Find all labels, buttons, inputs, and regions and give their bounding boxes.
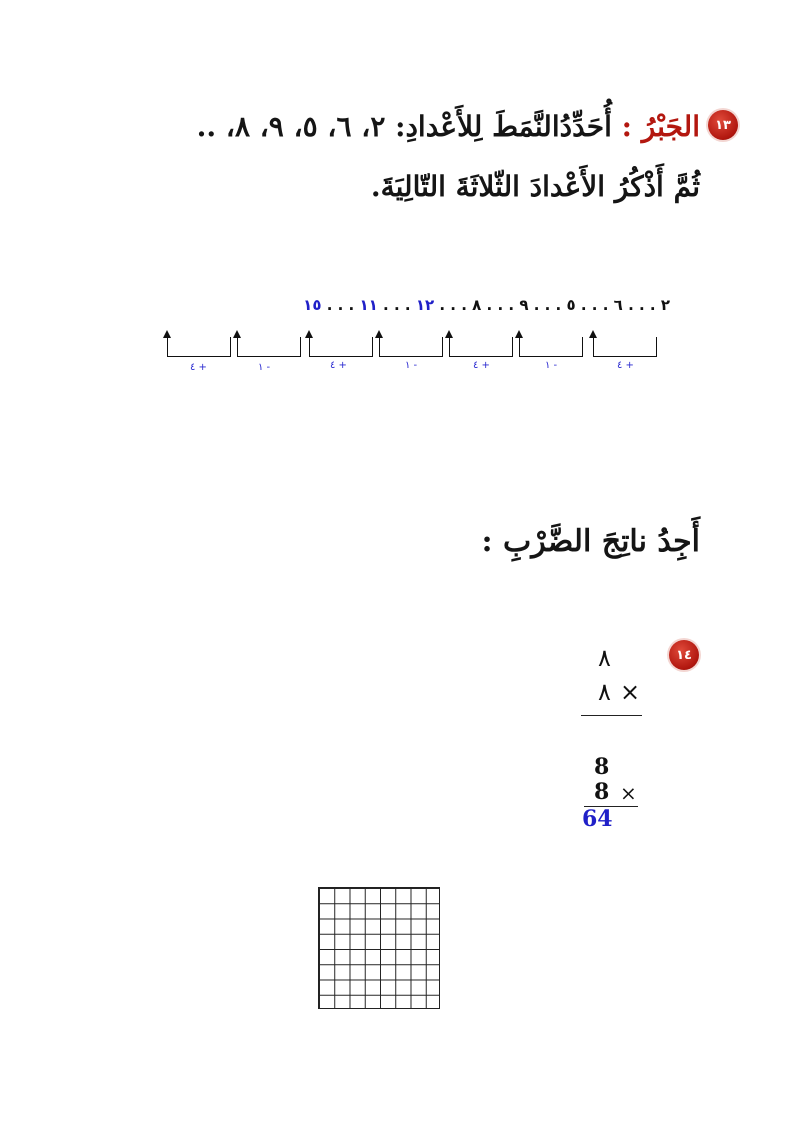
multiplicand-top: ٨ bbox=[598, 644, 611, 672]
section-heading: أَجِدُ ناتِجَ الضَّرْبِ : bbox=[481, 524, 700, 559]
step-bracket-2 bbox=[519, 337, 583, 357]
seq-term-3: ٥ bbox=[566, 296, 576, 314]
arrow-up-icon bbox=[163, 330, 171, 338]
seq-dots-6: . . . bbox=[383, 296, 411, 314]
topic-label: الجَبْرُ : bbox=[621, 110, 700, 143]
question-13-text-1: أُحَدِّدُالنَّمَطَ لِلأَعْدادِ: ٢، ٦، ٥، ٩، ٨، .. bbox=[196, 110, 612, 143]
seq-dots-4: . . . bbox=[486, 296, 515, 314]
work-answer: 64 bbox=[582, 806, 613, 832]
question-13-badge bbox=[708, 110, 738, 140]
step-label-1: + ٤ bbox=[617, 360, 634, 371]
work-top: 8 bbox=[594, 754, 610, 780]
arrow-up-icon bbox=[233, 330, 241, 338]
work-bottom: 8 bbox=[594, 779, 610, 805]
seq-answer-2: ١١ bbox=[359, 296, 378, 314]
seq-term-2: ٦ bbox=[613, 296, 623, 314]
arrow-up-icon bbox=[305, 330, 313, 338]
seq-dots-5: . . . bbox=[439, 296, 467, 314]
question-13-number: ١٣ bbox=[715, 117, 731, 133]
seq-dots-2: . . . bbox=[580, 296, 609, 314]
seq-term-1: ٢ bbox=[660, 296, 670, 314]
times-sign: × bbox=[620, 678, 641, 706]
product-line bbox=[581, 715, 642, 716]
question-14-badge bbox=[669, 640, 699, 670]
question-13-line-1 bbox=[197, 110, 700, 143]
arrow-up-icon bbox=[515, 330, 523, 338]
question-13-line-2 bbox=[371, 170, 700, 203]
sequence-row bbox=[303, 296, 670, 314]
step-label-4: - ١ bbox=[405, 360, 418, 371]
step-label-7: + ٤ bbox=[190, 362, 207, 373]
step-label-6: - ١ bbox=[258, 362, 271, 373]
step-bracket-6 bbox=[237, 337, 301, 357]
seq-answer-3: ١٥ bbox=[303, 296, 322, 314]
seq-dots-3: . . . bbox=[533, 296, 562, 314]
step-bracket-5 bbox=[309, 337, 373, 357]
seq-term-5: ٨ bbox=[472, 296, 482, 314]
step-bracket-1 bbox=[593, 337, 657, 357]
work-times-sign: × bbox=[620, 781, 637, 805]
seq-answer-1: ١٢ bbox=[415, 296, 435, 314]
answer-grid bbox=[318, 887, 440, 1009]
multiplicand-bottom: ٨ bbox=[598, 678, 611, 706]
seq-dots-1: . . . bbox=[628, 296, 656, 314]
arrow-up-icon bbox=[589, 330, 597, 338]
question-14-number: ١٤ bbox=[676, 647, 692, 663]
step-bracket-4 bbox=[379, 337, 443, 357]
step-bracket-3 bbox=[449, 337, 513, 357]
seq-dots-7: . . . bbox=[326, 296, 355, 314]
step-brackets bbox=[0, 337, 800, 387]
step-bracket-7 bbox=[167, 337, 231, 357]
question-13-text-2: ثُمَّ أَذْكُرُ الأَعْدادَ الثّلاثَةَ التّالِيَةَ. bbox=[370, 170, 700, 203]
arrow-up-icon bbox=[445, 330, 453, 338]
step-label-3: + ٤ bbox=[473, 360, 490, 371]
seq-term-4: ٩ bbox=[519, 296, 529, 314]
step-label-5: + ٤ bbox=[330, 360, 347, 371]
step-label-2: - ١ bbox=[545, 360, 558, 371]
arrow-up-icon bbox=[375, 330, 383, 338]
